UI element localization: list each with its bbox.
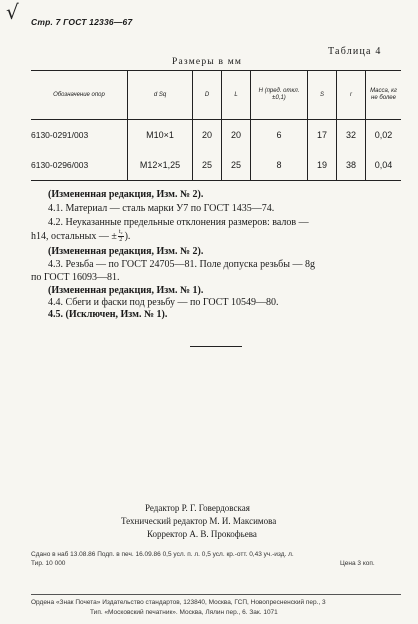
column-header: r: [337, 71, 366, 120]
table-cell: 6130-0291/003: [31, 130, 89, 140]
fraction-denominator: 2: [119, 237, 123, 243]
revision-note: (Измененная редакция, Изм. № 1).: [48, 285, 204, 296]
column-header: Масса, кг не более: [366, 71, 402, 120]
column-header: H (пред. откл. ±0,1): [251, 71, 308, 120]
dimensions-table: [31, 70, 401, 181]
page-header: Стр. 7 ГОСТ 12336—67: [31, 17, 133, 27]
table-cell: 6130-0296/003: [31, 150, 128, 181]
table-cell: 6: [251, 120, 308, 151]
imprint-line: Сдано в наб 13.08.86 Подп. в печ. 16.09.86 0,5 усл. п. л. 0,5 усл. кр.-отт. 0,43 уч.-изд. л.: [31, 551, 294, 558]
imprint-rule: [31, 594, 401, 595]
clause-4-1: 4.1. Материал — сталь марки У7 по ГОСТ 1435—74.: [48, 203, 275, 214]
tech-editor-credit: Технический редактор М. И. Максимова: [121, 516, 277, 526]
table-cell: 19: [308, 150, 337, 181]
clause-4-3-continued: по ГОСТ 16093—81.: [31, 272, 120, 283]
table-cell: 32: [337, 120, 366, 151]
table-row: [31, 120, 401, 151]
table-cell: 17: [308, 120, 337, 151]
table-cell: 0,02: [366, 120, 402, 151]
table-caption: Таблица 4: [328, 46, 382, 57]
clause-4-2-close: ).: [124, 230, 131, 242]
table-row: [31, 150, 401, 181]
imprint-price: Цена 3 коп.: [340, 560, 375, 567]
publisher-line: Ордена «Знак Почета» Издательство стандартов, 123840, Москва, ГСП, Новопресненский пер., 3: [31, 599, 326, 606]
imprint-circulation: Тир. 10 000: [31, 560, 66, 567]
table-cell: 0,04: [366, 150, 402, 181]
table-header-row: [31, 71, 401, 120]
fraction-numerator: t₂: [118, 229, 123, 235]
clause-4-2-tolerance-text: h14, остальных — ±: [31, 230, 117, 242]
clause-4-3: 4.3. Резьба — по ГОСТ 24705—81. Поле допуска резьбы — 8g: [48, 259, 315, 270]
column-header: S: [308, 71, 337, 120]
clause-4-4: 4.4. Сбеги и фаски под резьбу — по ГОСТ 10549—80.: [48, 297, 279, 308]
column-header: d Sq: [128, 71, 193, 120]
table-cell: 25: [193, 150, 222, 181]
clause-4-5: 4.5. (Исключен, Изм. № 1).: [48, 309, 168, 320]
revision-note: (Измененная редакция, Изм. № 2).: [48, 246, 204, 257]
table-cell: 20: [193, 120, 222, 151]
revision-note: (Измененная редакция, Изм. № 2).: [48, 189, 204, 200]
table-cell: 25: [222, 150, 251, 181]
table-cell: 8: [251, 150, 308, 181]
separator-rule: [190, 346, 242, 347]
handwritten-check-mark: √: [6, 0, 19, 24]
table-cell: 38: [337, 150, 366, 181]
clause-4-2: 4.2. Неуказанные предельные отклонения размеров: валов —: [48, 217, 309, 228]
proofreader-credit: Корректор А. В. Прокофьева: [147, 529, 257, 539]
printer-line: Тип. «Московский печатник». Москва, Лялин пер., 6. Зак. 1071: [90, 609, 278, 616]
column-header: D: [193, 71, 222, 120]
column-header: Обозначение опор: [31, 71, 128, 120]
column-header: L: [222, 71, 251, 120]
table-cell: 20: [222, 120, 251, 151]
table-cell: М12×1,25: [128, 150, 193, 181]
units-caption: Размеры в мм: [172, 57, 243, 67]
clause-4-2-continued: [31, 229, 130, 244]
table-cell: М10×1: [128, 120, 193, 151]
editor-credit: Редактор Р. Г. Говердовская: [145, 503, 250, 513]
fraction: [118, 229, 124, 244]
